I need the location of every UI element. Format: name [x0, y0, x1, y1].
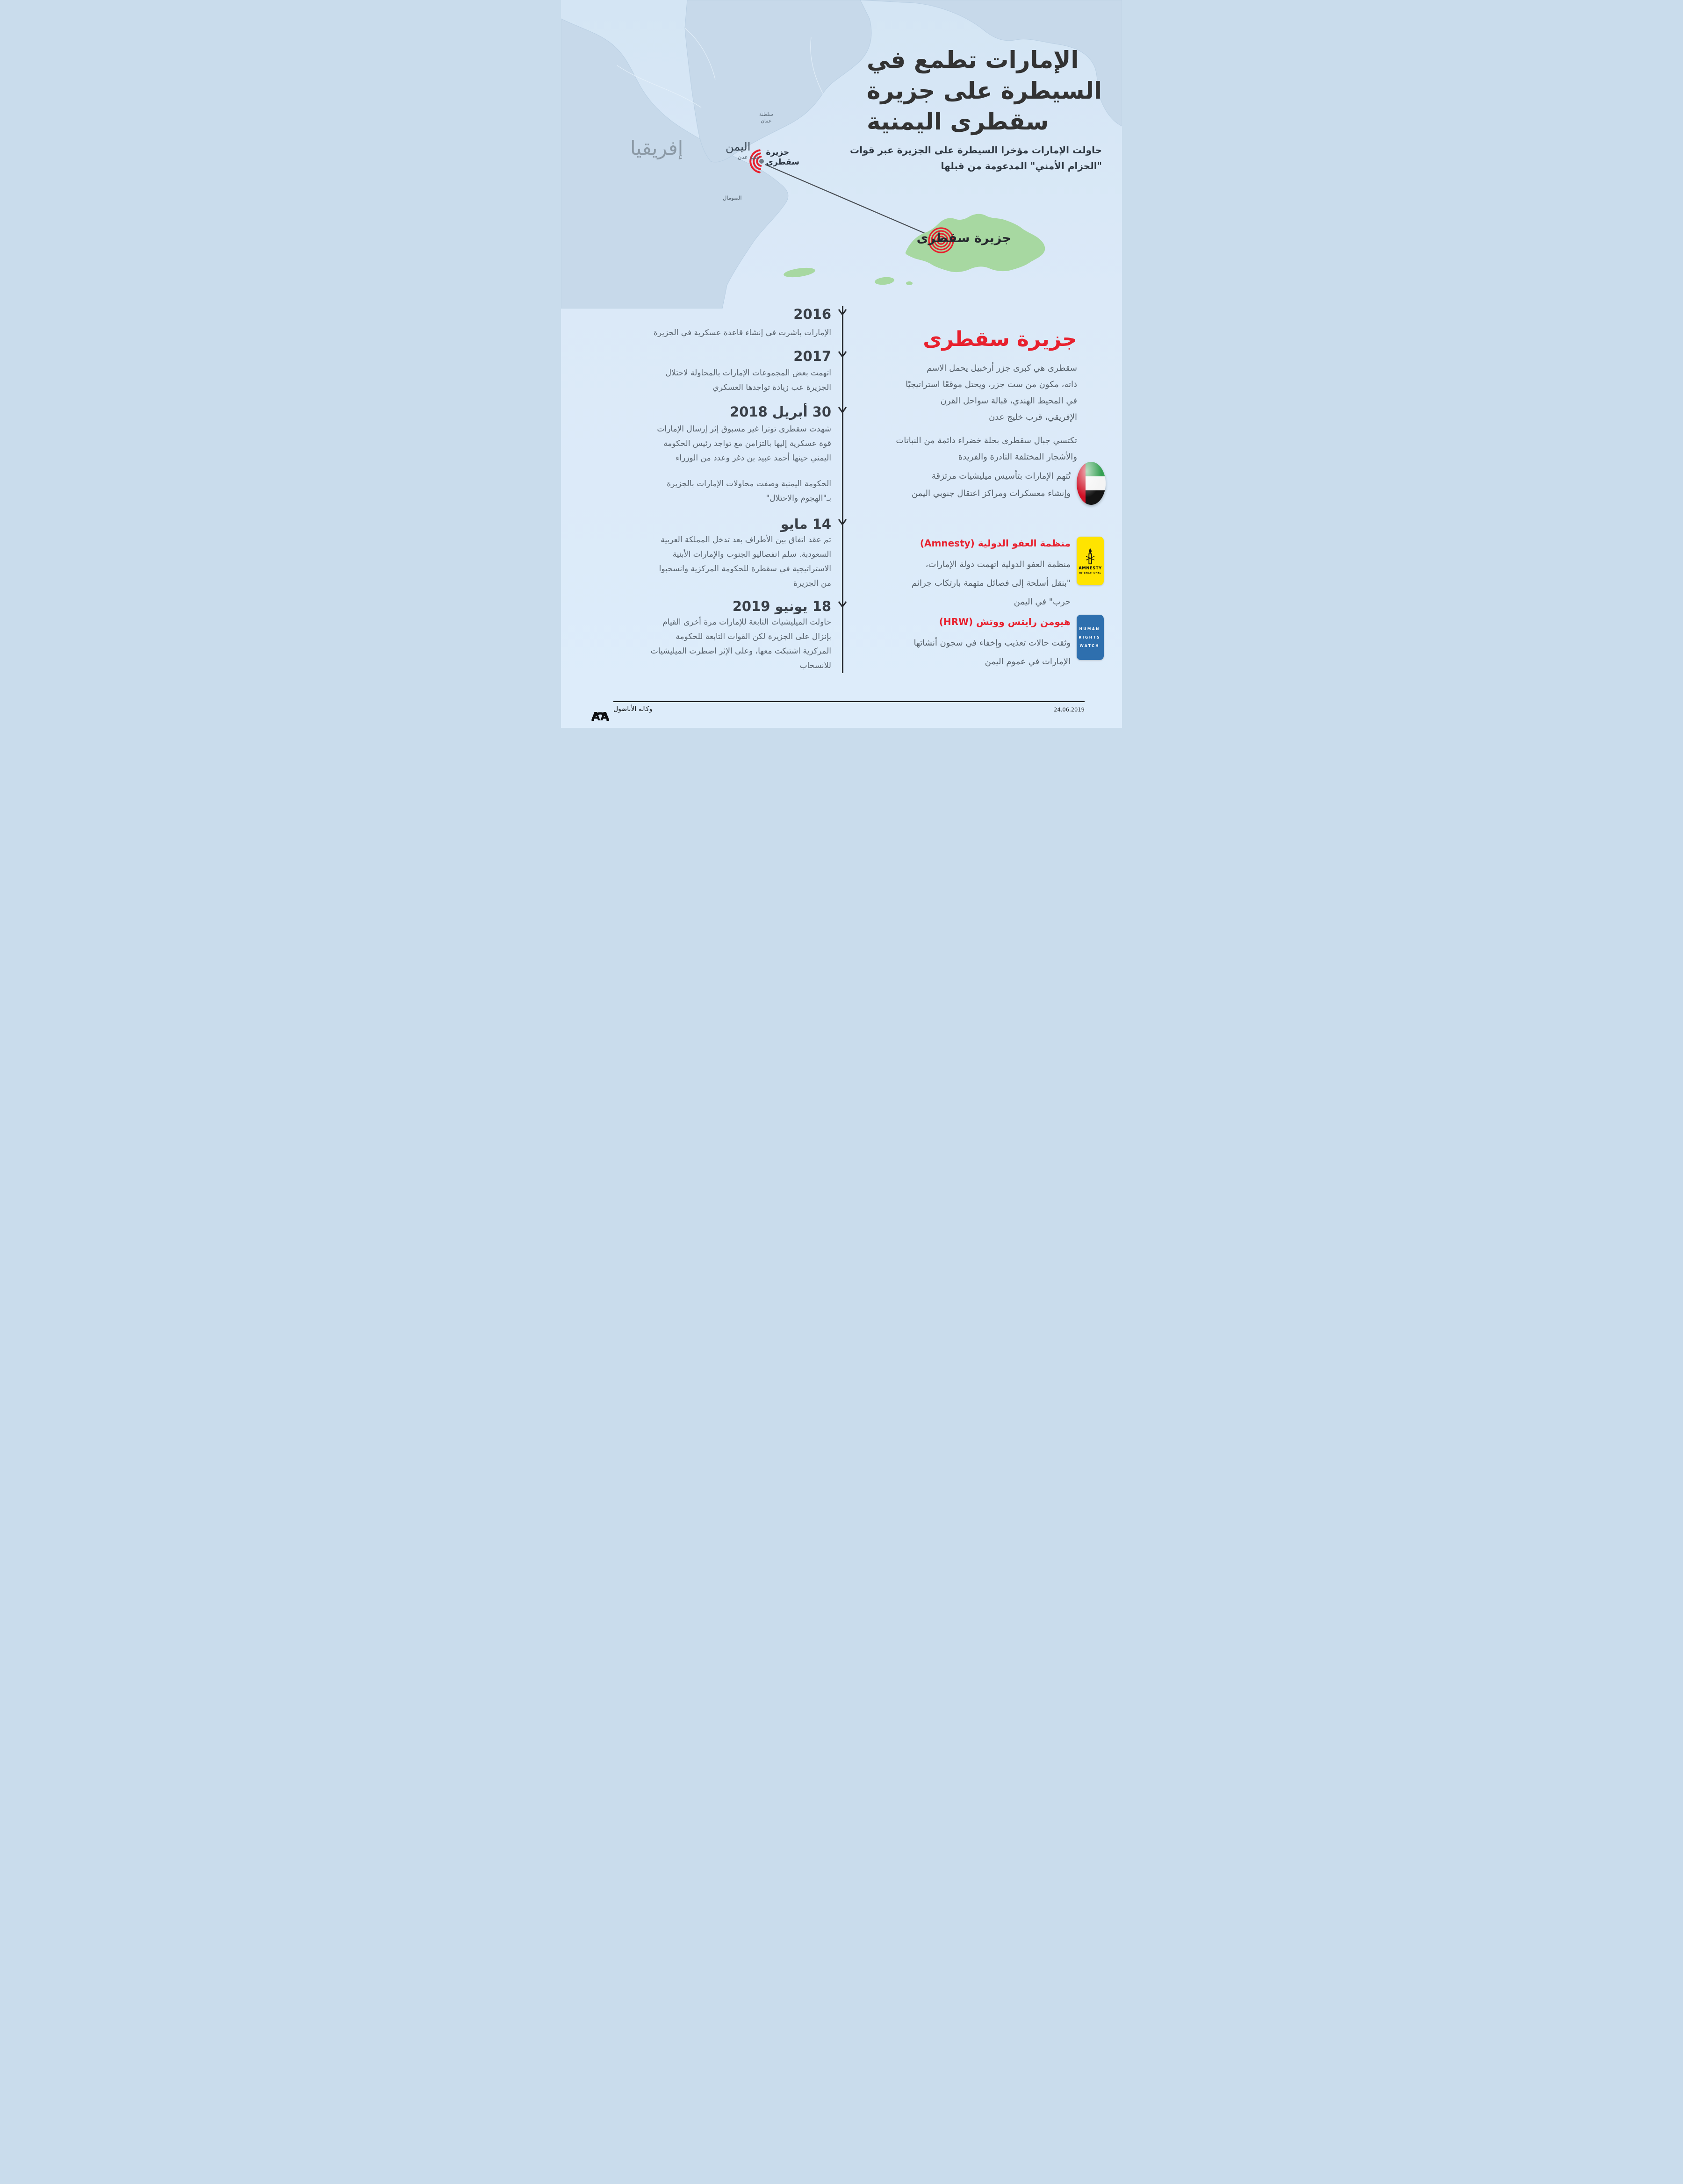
- socotra-paragraph-1: سقطرى هي كبرى جزر أرخبيل يحمل الاسم ذاته، مكون من ست جزر، ويحتل موقعًا استراتيجيًا في المحيط الهندي، قبالة سواحل القرن الإفريقي، قرب خليج عدن: [906, 363, 1077, 422]
- timeline-date-2016: 2016: [793, 306, 831, 322]
- chevron-down-icon: [838, 601, 847, 608]
- footer-divider-line: [613, 701, 1085, 702]
- page-title: الإمارات تطمع في السيطرة على جزيرة سقطرى اليمنية: [866, 46, 1102, 135]
- label-yemen: اليمن: [726, 140, 751, 153]
- arabia-landmass: [685, 0, 871, 162]
- chevron-down-icon: [838, 351, 847, 358]
- label-oman: سلطنة عمان: [759, 112, 773, 124]
- timeline-text-may14: تم عقد اتفاق بين الأطراف بعد تدخل المملكة العربية السعودبة. سلم انفصاليو الجنوب والإمارات الأبنية الاستراتيجية في سقطرة للحكومة المركزية وانسحبوا من الجزيرة: [659, 535, 831, 588]
- timeline-text-2017: اتهمت بعض المجموعات الإمارات بالمحاولة لاحتلال الجزيرة عب زيادة تواجدها العسكري: [665, 368, 831, 392]
- timeline-line: [842, 306, 843, 673]
- island-label: جزيرة سقطرى: [916, 231, 1011, 245]
- timeline-date-2018: 30 أبريل 2018: [730, 404, 831, 420]
- amnesty-heading: منظمة العفو الدولية (Amnesty): [920, 538, 1071, 549]
- islet-1: [783, 266, 816, 279]
- section-heading-socotra: جزيرة سقطرى: [923, 327, 1077, 351]
- timeline-date-2017: 2017: [793, 348, 831, 364]
- amnesty-text: منظمة العفو الدولية اتهمت دولة الإمارات، "بنقل أسلحة إلى فصائل متهمة بارتكاب جرائم حرب" في اليمن: [912, 560, 1071, 607]
- hrw-text: وثقت حالات تعذيب وإخفاء في سجون أنشاتها الإمارات في عموم اليمن: [913, 638, 1071, 667]
- connector-line: [765, 165, 941, 240]
- uae-flag-icon: [1077, 462, 1106, 505]
- chevron-down-icon: [838, 309, 847, 316]
- label-somalia: الصومال: [723, 194, 742, 201]
- timeline-date-2019: 18 يونيو 2019: [732, 598, 831, 614]
- socotra-paragraph-2: تكتسي جبال سقطرى بحلة خضراء دائمة من النباتات والأشجار المختلفة النادرة والفريدة: [896, 436, 1077, 462]
- timeline-text-2016: الإمارات باشرت في إنشاء قاعدة عسكرية في الجزيرة: [654, 328, 831, 338]
- timeline-text-2018: شهدت سقطرى توترا غير مسبوق إثر إرسال الإمارات قوة عسكرية إليها بالتزامن مع تواجد رئيس الحكومة اليمني حينها أحمد عبيد بن دغر وعدد من الوزراء: [657, 424, 831, 463]
- chevron-down-icon: [838, 406, 847, 414]
- hrw-logo: HUMAN RIGHTS WATCH: [1077, 615, 1104, 660]
- timeline-date-may14: 14 مايو: [780, 516, 831, 532]
- islet-2: [874, 276, 894, 286]
- svg-text:AA: AA: [591, 710, 610, 722]
- label-gulf-of-aden: خليج عدن: [738, 154, 760, 160]
- timeline-text-2019: حاولت الميليشيات التابعة للإمارات مرة أخرى القيام بإنزال على الجزيرة لكن القوات التابعة للحكومة المركزية اشتبكت معها، وعلى الإثر اضطرت الميليشيات للانسحاب: [650, 618, 831, 670]
- agency-name: وكالة الأناضول: [613, 705, 653, 713]
- uae-accusation-text: تُتهم الإمارات بتأسيس ميليشيات مرتزقة وإنشاء معسكرات ومراكز اعتقال جنوبي اليمن: [911, 471, 1071, 498]
- socotra-marker-label: جزيرة سقطرى: [766, 148, 799, 167]
- infographic-canvas: [561, 0, 1122, 728]
- hrw-heading: هيومن رايتس ووتش (HRW): [939, 616, 1071, 627]
- label-africa: إفريقيا: [630, 136, 683, 159]
- page-subtitle: حاولت الإمارات مؤخرا السيطرة على الجزيرة عبر قوات "الحزام الأمني" المدعومة من قبلها: [849, 144, 1102, 172]
- islet-3: [906, 281, 913, 285]
- timeline-text-2018-extra: الحكومة اليمنية وصفت محاولات الإمارات بالجزيرة بـ"الهجوم والاحتلال": [667, 479, 831, 503]
- chevron-down-icon: [838, 518, 847, 526]
- footer-date: 24.06.2019: [1054, 706, 1085, 713]
- amnesty-candle-icon: [1085, 548, 1095, 565]
- amnesty-logo: AMNESTY INTERNATIONAL: [1077, 537, 1104, 585]
- aa-logo: [590, 699, 611, 722]
